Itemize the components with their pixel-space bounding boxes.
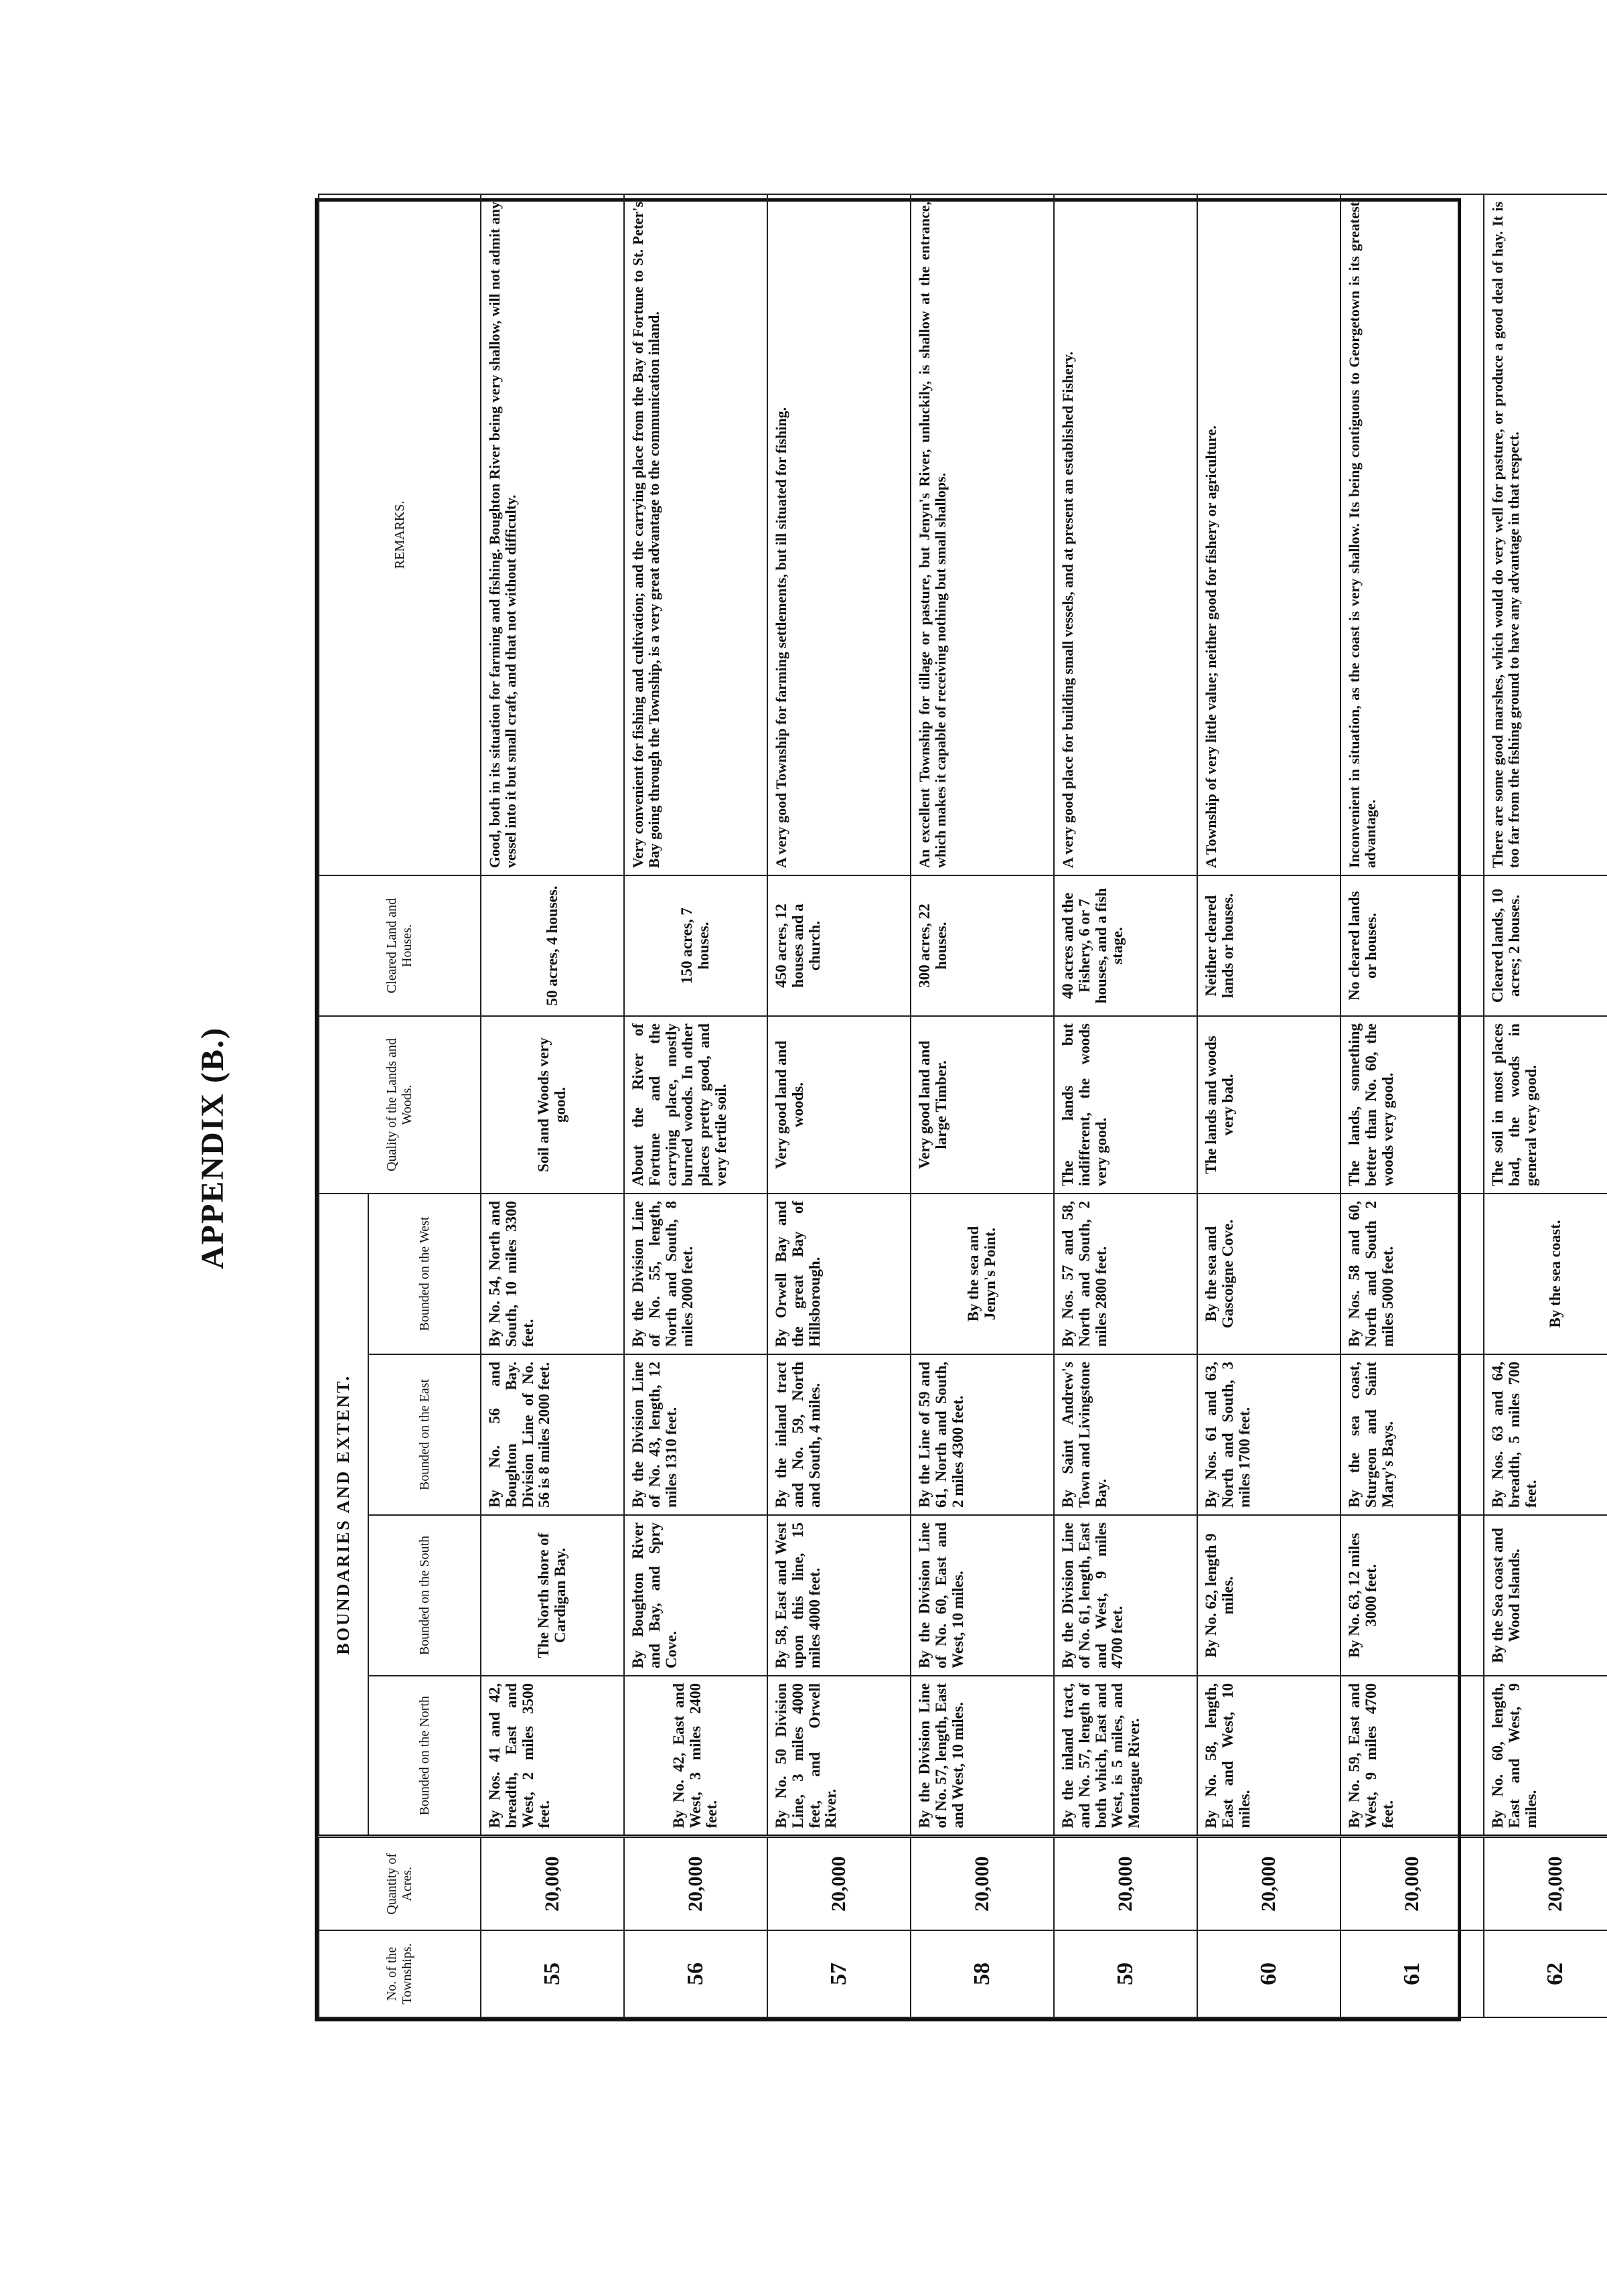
remarks-cell: Very convenient for fishing and cultivation; and the carrying place from the Bay of Fortune to St. Peter's Bay going through the Township, is a very great advantage to the communication inland. bbox=[624, 194, 767, 875]
header-cleared: Cleared Land and Houses. bbox=[319, 875, 481, 1016]
cleared-cell: 450 acres, 12 houses and a church. bbox=[767, 875, 911, 1016]
acres-cell: 20,000 bbox=[767, 1837, 911, 1930]
west-cell: By Orwell Bay and the great Bay of Hillsborough. bbox=[767, 1194, 911, 1354]
east-cell: By the Division Line of No. 43, length, 12 miles 1310 feet. bbox=[624, 1354, 767, 1515]
remarks-cell: A Township of very little value; neither good for fishery or agriculture. bbox=[1197, 194, 1341, 875]
appendix-table-container bbox=[315, 198, 1567, 2021]
west-cell: By the sea and Gascoigne Cove. bbox=[1197, 1194, 1341, 1354]
remarks-cell: A very good place for building small vessels, and at present an established Fishery. bbox=[1054, 194, 1197, 875]
townships-table bbox=[318, 194, 1607, 2018]
header-remarks: REMARKS. bbox=[319, 194, 481, 875]
header-east: Bounded on the East bbox=[368, 1354, 481, 1515]
east-cell: By Nos. 63 and 64, breadth, 5 miles 700 feet. bbox=[1484, 1354, 1607, 1515]
header-south: Bounded on the South bbox=[368, 1515, 481, 1676]
table-row bbox=[1197, 194, 1341, 2017]
header-west: Bounded on the West bbox=[368, 1194, 481, 1354]
cleared-cell: No cleared lands or houses. bbox=[1341, 875, 1484, 1016]
quality-cell: The lands and woods very bad. bbox=[1197, 1016, 1341, 1194]
table-row bbox=[911, 194, 1054, 2017]
west-cell: By Nos. 57 and 58, North and South, 2 miles 2800 feet. bbox=[1054, 1194, 1197, 1354]
township-number: 57 bbox=[767, 1930, 911, 2017]
quality-cell: The lands, something better than No. 60, the woods very good. bbox=[1341, 1016, 1484, 1194]
table-row bbox=[767, 194, 911, 2017]
acres-cell: 20,000 bbox=[1341, 1837, 1484, 1930]
township-number: 62 bbox=[1484, 1930, 1607, 2017]
township-number: 58 bbox=[911, 1930, 1054, 2017]
header-acres: Quantity of Acres. bbox=[319, 1837, 481, 1930]
quality-cell: The lands but indifferent, the woods very good. bbox=[1054, 1016, 1197, 1194]
acres-cell: 20,000 bbox=[911, 1837, 1054, 1930]
township-number: 55 bbox=[481, 1930, 624, 2017]
acres-cell: 20,000 bbox=[481, 1837, 624, 1930]
west-cell: By Nos. 58 and 60, North and South 2 miles 5000 feet. bbox=[1341, 1194, 1484, 1354]
north-cell: By No. 50 Division Line, 3 miles 4000 feet, and Orwell River. bbox=[767, 1676, 911, 1837]
acres-cell: 20,000 bbox=[624, 1837, 767, 1930]
page-title: APPENDIX (B.) bbox=[195, 1027, 230, 1269]
header-boundaries-group: BOUNDARIES AND EXTENT. bbox=[319, 1194, 368, 1837]
south-cell: By Boughton River and Bay, and Spry Cove. bbox=[624, 1515, 767, 1676]
table-row bbox=[624, 194, 767, 2017]
township-number: 56 bbox=[624, 1930, 767, 2017]
header-township: No. of the Townships. bbox=[319, 1930, 481, 2017]
remarks-cell: An excellent Township for tillage or pasture, but Jenyn's River, unluckily, is shallow at the entrance, which makes it capable of receiving nothing but small shallops. bbox=[911, 194, 1054, 875]
north-cell: By Nos. 41 and 42, breadth, East and West, 2 miles 3500 feet. bbox=[481, 1676, 624, 1837]
table-row bbox=[1054, 194, 1197, 2017]
east-cell: By Nos. 61 and 63, North and South, 3 miles 1700 feet. bbox=[1197, 1354, 1341, 1515]
quality-cell: The soil in most places bad, the woods in general very good. bbox=[1484, 1016, 1607, 1194]
south-cell: By the Division Line of No. 60, East and West, 10 miles. bbox=[911, 1515, 1054, 1676]
remarks-cell: There are some good marshes, which would do very well for pasture, or produce a good deal of hay. It is too far from the fishing ground to have any advantage in that respect. bbox=[1484, 194, 1607, 875]
quality-cell: Very good land and woods. bbox=[767, 1016, 911, 1194]
cleared-cell: Neither cleared lands or houses. bbox=[1197, 875, 1341, 1016]
remarks-cell: Good, both in its situation for farming and fishing. Boughton River being very shallow, will not admit any vessel into it but small craft, and that not without difficulty. bbox=[481, 194, 624, 875]
north-cell: By No. 58, length, East and West, 10 miles. bbox=[1197, 1676, 1341, 1837]
cleared-cell: Cleared lands, 10 acres; 2 houses. bbox=[1484, 875, 1607, 1016]
cleared-cell: 150 acres, 7 houses. bbox=[624, 875, 767, 1016]
table-row bbox=[1484, 194, 1607, 2017]
east-cell: By No. 56 and Boughton Bay. Division Line of No. 56 is 8 miles 2000 feet. bbox=[481, 1354, 624, 1515]
north-cell: By No. 59, East and West, 9 miles 4700 feet. bbox=[1341, 1676, 1484, 1837]
south-cell: By the Division Line of No. 61, length, East and West, 9 miles 4700 feet. bbox=[1054, 1515, 1197, 1676]
east-cell: By the sea coast, Sturgeon and Saint Mary's Bays. bbox=[1341, 1354, 1484, 1515]
township-number: 61 bbox=[1341, 1930, 1484, 2017]
south-cell: The North shore of Cardigan Bay. bbox=[481, 1515, 624, 1676]
south-cell: By 58, East and West upon this line, 15 miles 4000 feet. bbox=[767, 1515, 911, 1676]
quality-cell: Soil and Woods very good. bbox=[481, 1016, 624, 1194]
acres-cell: 20,000 bbox=[1197, 1837, 1341, 1930]
east-cell: By the Line of 59 and 61, North and South, 2 miles 4300 feet. bbox=[911, 1354, 1054, 1515]
west-cell: By No. 54, North and South, 10 miles 3300 feet. bbox=[481, 1194, 624, 1354]
east-cell: By Saint Andrew's Town and Livingstone Bay. bbox=[1054, 1354, 1197, 1515]
north-cell: By the inland tract, and No. 57, length of both which, East and West, is 5 miles, and Montague River. bbox=[1054, 1676, 1197, 1837]
cleared-cell: 300 acres, 22 houses. bbox=[911, 875, 1054, 1016]
south-cell: By No. 62, length 9 miles. bbox=[1197, 1515, 1341, 1676]
west-cell: By the sea coast. bbox=[1484, 1194, 1607, 1354]
table-row bbox=[481, 194, 624, 2017]
quality-cell: Very good land and large Timber. bbox=[911, 1016, 1054, 1194]
remarks-cell: Inconvenient in situation, as the coast is very shallow. Its being contiguous to Georgetown is its greatest advantage. bbox=[1341, 194, 1484, 875]
table-row bbox=[1341, 194, 1484, 2017]
township-number: 59 bbox=[1054, 1930, 1197, 2017]
south-cell: By No. 63, 12 miles 3000 feet. bbox=[1341, 1515, 1484, 1676]
north-cell: By the Division Line of No. 57, length, East and West, 10 miles. bbox=[911, 1676, 1054, 1837]
west-cell: By the sea and Jenyn's Point. bbox=[911, 1194, 1054, 1354]
header-north: Bounded on the North bbox=[368, 1676, 481, 1837]
acres-cell: 20,000 bbox=[1054, 1837, 1197, 1930]
township-number: 60 bbox=[1197, 1930, 1341, 2017]
remarks-cell: A very good Township for farming settlements, but ill situated for fishing. bbox=[767, 194, 911, 875]
west-cell: By the Division Line of No. 55, length, North and South, 8 miles 2000 feet. bbox=[624, 1194, 767, 1354]
cleared-cell: 50 acres, 4 houses. bbox=[481, 875, 624, 1016]
acres-cell: 20,000 bbox=[1484, 1837, 1607, 1930]
header-row bbox=[319, 194, 368, 2017]
north-cell: By No. 42, East and West, 3 miles 2400 feet. bbox=[624, 1676, 767, 1837]
cleared-cell: 40 acres and the Fishery, 6 or 7 houses, and a fish stage. bbox=[1054, 875, 1197, 1016]
north-cell: By No. 60, length, East and West, 9 miles. bbox=[1484, 1676, 1607, 1837]
header-quality: Quality of the Lands and Woods. bbox=[319, 1016, 481, 1194]
east-cell: By the inland tract and No. 59, North and South, 4 miles. bbox=[767, 1354, 911, 1515]
quality-cell: About the River of Fortune and the carrying place, mostly burned woods. In other places pretty good, and very fertile soil. bbox=[624, 1016, 767, 1194]
south-cell: By the Sea coast and Wood Islands. bbox=[1484, 1515, 1607, 1676]
